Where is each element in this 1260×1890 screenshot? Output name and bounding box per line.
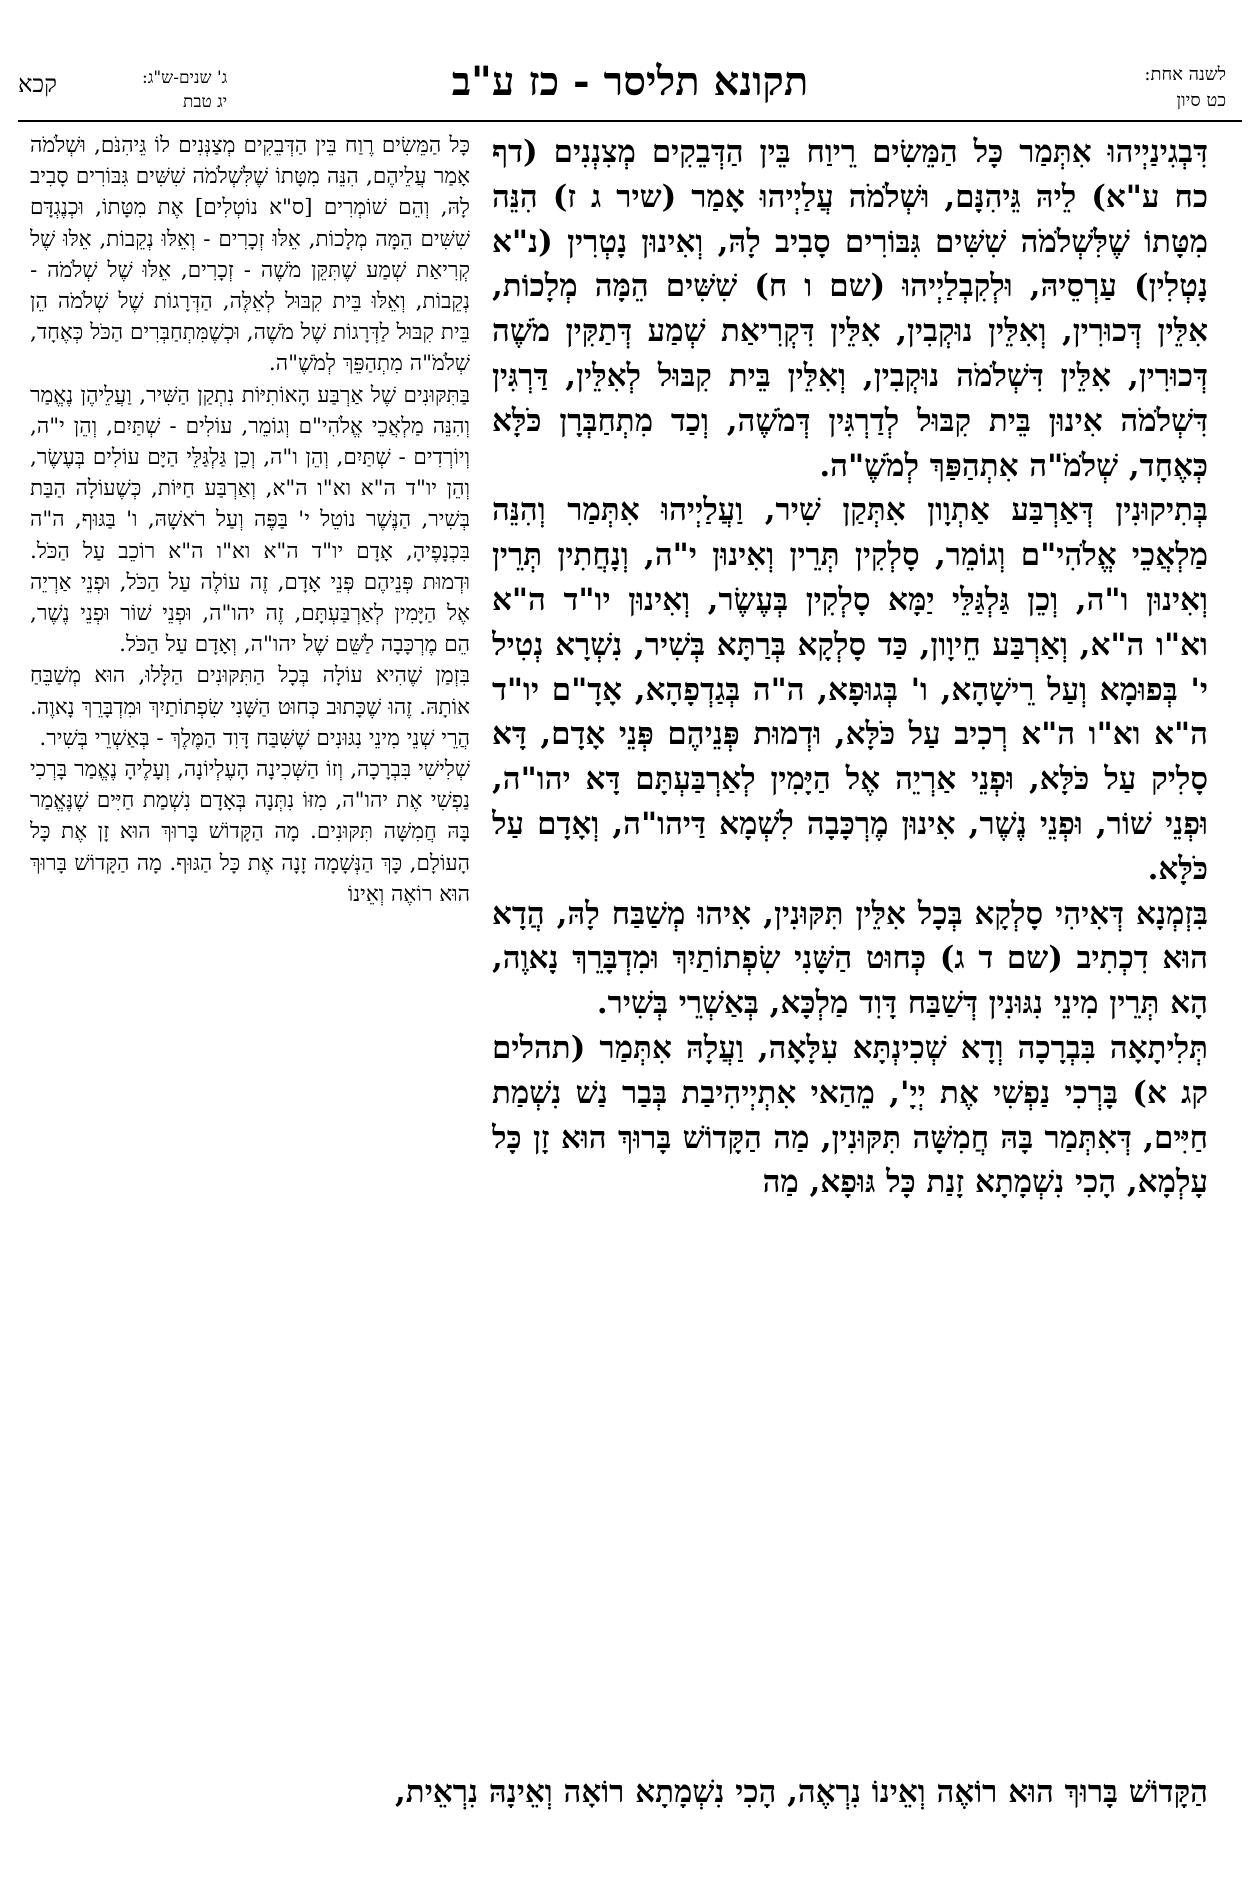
page-number: קכא bbox=[18, 70, 57, 98]
translation-paragraph-3: בִּזְמַן שֶׁהִיא עוֹלָה בְּכָל הַתִּקּוּנִים הַלָּלוּ, הוּא מְשַׁבֵּחַ אוֹתָהּ. זֶהוּ שֶׁכָּתוּב כְּחוּט הַשָּׁנִי שִׂפְתוֹתַיִךְ וּמִדְבָּרֵךְ נָאוֶה. הֲרֵי שְׁנֵי מִינֵי נִגּוּנִים שֶׁשִּׁבַּח דָּוִד הַמֶּלֶךְ - בְּאַשְׁרֵי בְּשִׁיר. bbox=[30, 663, 470, 751]
three-year-schedule bbox=[142, 66, 227, 114]
main-paragraph-3: בִּזְמְנָא דְּאִיהִי סָלְקָא בְּכָל אִלֵּין תִּקּוּנִין, אִיהוּ מְשַׁבַּח לָהּ, הֲדָא הוּא דִכְתִיב (שם ד ג) כְּחוּט הַשָּׁנִי שִׂפְתוֹתַיִךְ וּמִדְבָּרֵךְ נָאוֶה, הָא תְּרֵין מִינֵי נִגּוּנִין דְּשַׁבַּח דָּוִד מַלְכָּא, בְּאַשְׁרֵי בְּשִׁיר. bbox=[492, 895, 1208, 1022]
schedule-date: יג טבת bbox=[182, 92, 228, 112]
translation-paragraph-4: שְׁלִישִׁי בִּבְרָכָה, וְזוֹ הַשְּׁכִינָה הָעֶלְיוֹנָה, וְעָלֶיהָ נֶאֱמַר בָּרְכִי נַפְשִׁי אֶת יהו"ה, מִזּוֹ נִתְּנָה בְּאָדָם נִשְׁמַת חַיִּים שֶׁנֶּאֱמַר בָּהּ חֲמִשָּׁה תִּקּוּנִים. מָה הַקָּדוֹשׁ בָּרוּךְ הוּא זָן אֶת כָּל הָעוֹלָם, כָּךְ הַנְּשָׁמָה זָנָה אֶת כָּל הַגּוּף. מָה הַקָּדוֹשׁ בָּרוּךְ הוּא רוֹאֶה וְאֵינוֹ bbox=[30, 757, 470, 907]
main-paragraph-2: בְּתִיקוּנִין דְּאַרְבַּע אַתְוָון אִתְּקַן שִׁיר, וַעֲלַיְיהוּ אִתְּמַר וְהִנֵּה מַלְאֲכֵי אֱלֹהִי"ם וְגוֹמֵר, סָלְקִין תְּרֵין וְאִינוּן י"ה, וְנָחֲתִין תְּרֵין וְאִינוּן ו"ה, וְכֵן גַּלְגַּלֵּי יַמָּא סָלְקִין בְּעֶשֶׂר, וְאִינוּן יו"ד ה"א וא"ו ה"א, וְאַרְבַּע חֵיוָון, כַּד סָלְקָא בְּרַתָּא בְּשִׁיר, נִשְׁרָא נְטִיל י' בְּפוּמָא וְעַל רֵישָׁהָא, ו' בְּגוּפָא, ה"ה בְּגַדְפָהָא, אָדָ"ם יו"ד ה"א וא"ו ה"א רְכִיב עַל כֹּלָּא, וּדְמוּת פְּנֵיהֶם פְּנֵי אָדָם, דָּא סָלִיק עַל כֹּלָּא, וּפְנֵי אַרְיֵה אֶל הַיָּמִין לְאַרְבַּעְתָּם דָּא יהו"ה, וּפְנֵי שׁוֹר, וּפְנֵי נֶשֶׁר, אִינוּן מֶרְכָּבָה לִשְׁמָא דַּיהו"ה, וְאָדָם עַל כֹּלָּא. bbox=[492, 492, 1208, 887]
page-title: תקונא תליסר - כז ע"ב bbox=[451, 58, 809, 105]
schedule-label: ג' שנים-ש"ג: bbox=[142, 68, 228, 88]
translation-paragraph-2: בַּתִּקּוּנִים שֶׁל אַרְבַּע הָאוֹתִיּוֹת נִתְקַן הַשִּׁיר, וַעֲלֵיהֶן נֶאֱמַר וְהִנֵּה מַלְאֲכֵי אֱלֹהִי"ם וְגוֹמֵר, עוֹלִים - שְׁתַּיִם, וְהֵן י"ה, וְיוֹרְדִים - שְׁתַּיִם, וְהֵן ו"ה, וְכֵן גַּלְגַּלֵּי הַיָּם עוֹלִים בְּעֶשֶׂר, וְהֵן יו"ד ה"א וא"ו ה"א, וְאַרְבַּע חַיּוֹת, כְּשֶׁעוֹלָה הַבַּת בְּשִׁיר, הַנֶּשֶׁר נוֹטֵל י' בַּפֶּה וְעַל רֹאשָׁהּ, ו' בַּגּוּף, ה"ה בִּכְנָפֶיהָ, אָדָם יו"ד ה"א וא"ו ה"א רוֹכֵב עַל הַכֹּל. וּדְמוּת פְּנֵיהֶם פְּנֵי אָדָם, זֶה עוֹלֶה עַל הַכֹּל, וּפְנֵי אַרְיֵה אֶל הַיָּמִין לְאַרְבַּעְתָּם, זֶה יהו"ה, וּפְנֵי שׁוֹר וּפְנֵי נֶשֶׁר, הֵם מֶרְכָּבָה לַשֵּׁם שֶׁל יהו"ה, וְאָדָם עַל הַכֹּל. bbox=[30, 382, 470, 658]
main-paragraph-4: תְּלִיתָאָה בִּבְרָכָה וְדָא שְׁכִינְתָּא עִלָּאָה, וַעֲלָהּ אִתְּמַר (תהלים קג א) בָּרְכִי נַפְשִׁי אֶת יְיָ', מֵהַאי אִתְיְיהִיבַת בְּבַר נַשׁ נִשְׁמַת חַיִּים, דְּאִתְּמַר בָּהּ חֲמִשָּׁה תִּקּוּנִין, מַה הַקָּדוֹשׁ בָּרוּךְ הוּא זָן כָּל עָלְמָא, הָכִי נִשְׁמָתָא זָנַת כָּל גּוּפָא, מַה bbox=[492, 1029, 1208, 1201]
page-header bbox=[0, 0, 1260, 120]
one-year-label: לשנה אחת: bbox=[1144, 64, 1226, 85]
header-divider bbox=[18, 120, 1242, 122]
bottom-continuation-line: הַקָּדוֹשׁ בָּרוּךְ הוּא רוֹאֶה וְאֵינוֹ נִרְאֶה, הָכִי נִשְׁמָתָא רוֹאָה וְאֵינָהּ נִרְאֵית, bbox=[395, 1774, 1208, 1810]
hebrew-translation-column bbox=[30, 130, 470, 1630]
main-paragraph-1: דִּבְגִינַיְיהוּ אִתְּמַר כָּל הַמֵּשִׂים רֵיוַח בֵּין הַדְּבֵקִים מְצִנְנִים (דף כח ע"א) לֵיהּ גֵּיהִנָּם, וּשְׁלֹמֹה עֲלַיְיהוּ אָמַר (שיר ג ז) הִנֵּה מִטָּתוֹ שֶׁלִּשְׁלֹמֹה שִׁשִּׁים גִּבּוֹרִים סָבִיב לָהּ, וְאִינוּן נָטְרִין (נ"א נָטְלִין) עַרְסֵיהּ, וּלְקִבְלַיְיהוּ (שם ו ח) שִׁשִּׁים הֵמָּה מְלָכוֹת, אִלֵּין דְּכוּרִין, וְאִלֵּין נוּקְבִין, אִלֵּין דִּקְרִיאַת שְׁמַע דְּתַקִּין מֹשֶׁה דְּכוּרִין, אִלֵּין דִּשְׁלֹמֹה נוּקְבִין, וְאִלֵּין בֵּית קִבּוּל לְאִלֵּין, דַּרְגִּין דִּשְׁלֹמֹה אִינוּן בֵּית קִבּוּל לְדַרְגִּין דְּמֹשֶׁה, וְכַד מִתְחַבְּרָן כֹּלָּא כְּאֶחָד, שְׁלֹמֹ"ה אִתְהַפַּךְ לְמֹשֶׁ"ה. bbox=[492, 134, 1208, 484]
one-year-schedule bbox=[1144, 62, 1226, 114]
one-year-date: כט סיון bbox=[1176, 90, 1226, 111]
aramaic-main-column bbox=[492, 130, 1208, 1630]
translation-paragraph-1: כָּל הַמֵּשִׂים רֶוַח בֵּין הַדְּבֵקִים מְצַנְּנִים לוֹ גֵּיהִנֹּם, וּשְׁלֹמֹה אָמַר עֲלֵיהֶם, הִנֵּה מִטָּתוֹ שֶׁלִּשְׁלֹמֹה שִׁשִּׁים גִּבּוֹרִים סָבִיב לָהּ, וְהֵם שׁוֹמְרִים [ס"א נוֹטְלִים] אֶת מִטָּתוֹ, וּכְנֶגְדָּם שִׁשִּׁים הֵמָּה מְלָכוֹת, אֵלּוּ זְכָרִים - וְאֵלּוּ נְקֵבוֹת, אֵלּוּ שֶׁל קְרִיאַת שְׁמַע שֶׁתִּקֵּן מֹשֶׁה - זְכָרִים, אֵלּוּ שֶׁל שְׁלֹמֹה - נְקֵבוֹת, וְאֵלּוּ בֵּית קִבּוּל לְאֵלֶּה, הַדְּרָגוֹת שֶׁל שְׁלֹמֹה הֵן בֵּית קִבּוּל לַדְּרָגוֹת שֶׁל מֹשֶׁה, וּכְשֶׁמִּתְחַבְּרִים הַכֹּל כְּאֶחָד, שְׁלֹמֹ"ה מִתְהַפֵּךְ לְמֹשֶׁ"ה. bbox=[30, 133, 470, 377]
